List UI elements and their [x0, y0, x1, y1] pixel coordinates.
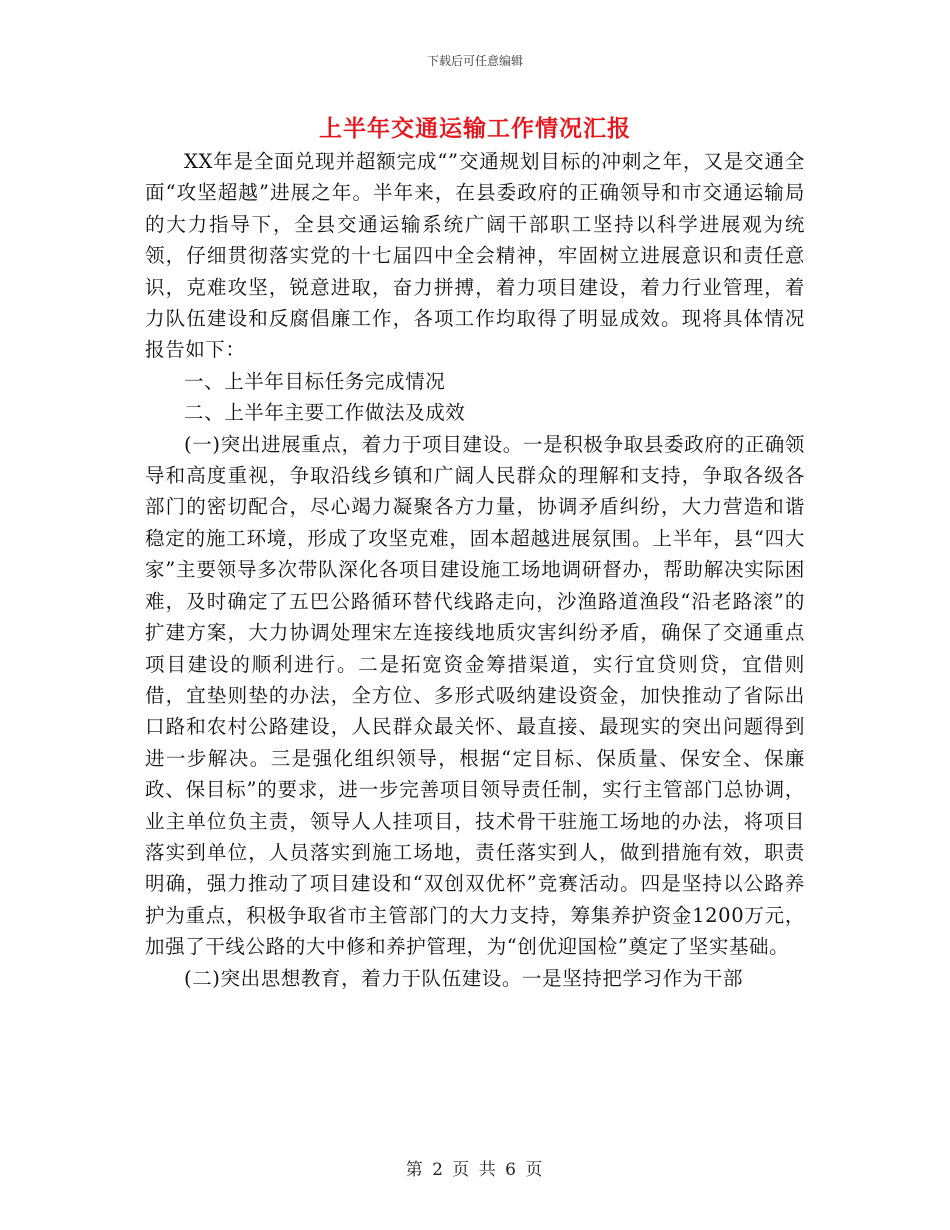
- paragraph-team-building: (二)突出思想教育，着力于队伍建设。一是坚持把学习作为干部: [184, 966, 744, 990]
- heading-section-1: 一、上半年目标任务完成情况: [184, 369, 446, 393]
- document-body: [145, 146, 805, 994]
- page-header-note: 下载后可任意编辑: [426, 54, 523, 68]
- document-title: 上半年交通运输工作情况汇报: [319, 115, 631, 142]
- heading-section-2: 二、上半年主要工作做法及成效: [184, 401, 466, 425]
- page-number-footer: 第 2 页 共 6 页: [405, 1160, 545, 1180]
- paragraph-project-construction: (一)突出进展重点，着力于项目建设。一是积极争取县委政府的正确领导和高度重视，争取沿线乡镇和广阔人民群众的理解和支持，争取各级各部门的密切配合，尽心竭力凝聚各方力量，协调矛盾纠纷，大力营造和谐稳定的施工环境，形成了攻坚克难，固本超越进展氛围。上半年，县“四大家”主要领导多次带队深化各项目建设施工场地调研督办，帮助解决实际困难，及时确定了五巴公路循环替代线路走向，沙渔路道渔段“沿老路滚”的扩建方案，大力协调处理宋左连接线地质灾害纠纷矛盾，确保了交通重点项目建设的顺利进行。二是拓宽资金筹措渠道，实行宜贷则贷，宜借则借，宜垫则垫的办法，全方位、多形式吸纳建设资金，加快推动了省际出口路和农村公路建设，人民群众最关怀、最直接、最现实的突出问题得到进一步解决。三是强化组织领导，根据“定目标、保质量、保安全、保廉政、保目标”的要求，进一步完善项目领导责任制，实行主管部门总协调，业主单位负主责，领导人人挂项目，技术骨干驻施工场地的办法，将项目落实到单位，人员落实到施工场地，责任落实到人，做到措施有效，职责明确，强力推动了项目建设和“双创双优杯”竞赛活动。四是坚持以公路养护为重点，积极争取省市主管部门的大力支持，筹集养护资金1200万元，加强了干线公路的大中修和养护管理，为“创优迎国检”奠定了坚实基础。: [145, 432, 805, 959]
- paragraph-intro: XX年是全面兑现并超额完成“”交通规划目标的冲刺之年，又是交通全面“攻坚超越”进展之年。半年来，在县委政府的正确领导和市交通运输局的大力指导下，全县交通运输系统广阔干部职工坚持以科学进展观为统领，仔细贯彻落实党的十七届四中全会精神，牢固树立进展意识和责任意识，克难攻坚，锐意进取，奋力拼搏，着力项目建设，着力行业管理，着力队伍建设和反腐倡廉工作，各项工作均取得了明显成效。现将具体情况报告如下：: [145, 150, 805, 362]
